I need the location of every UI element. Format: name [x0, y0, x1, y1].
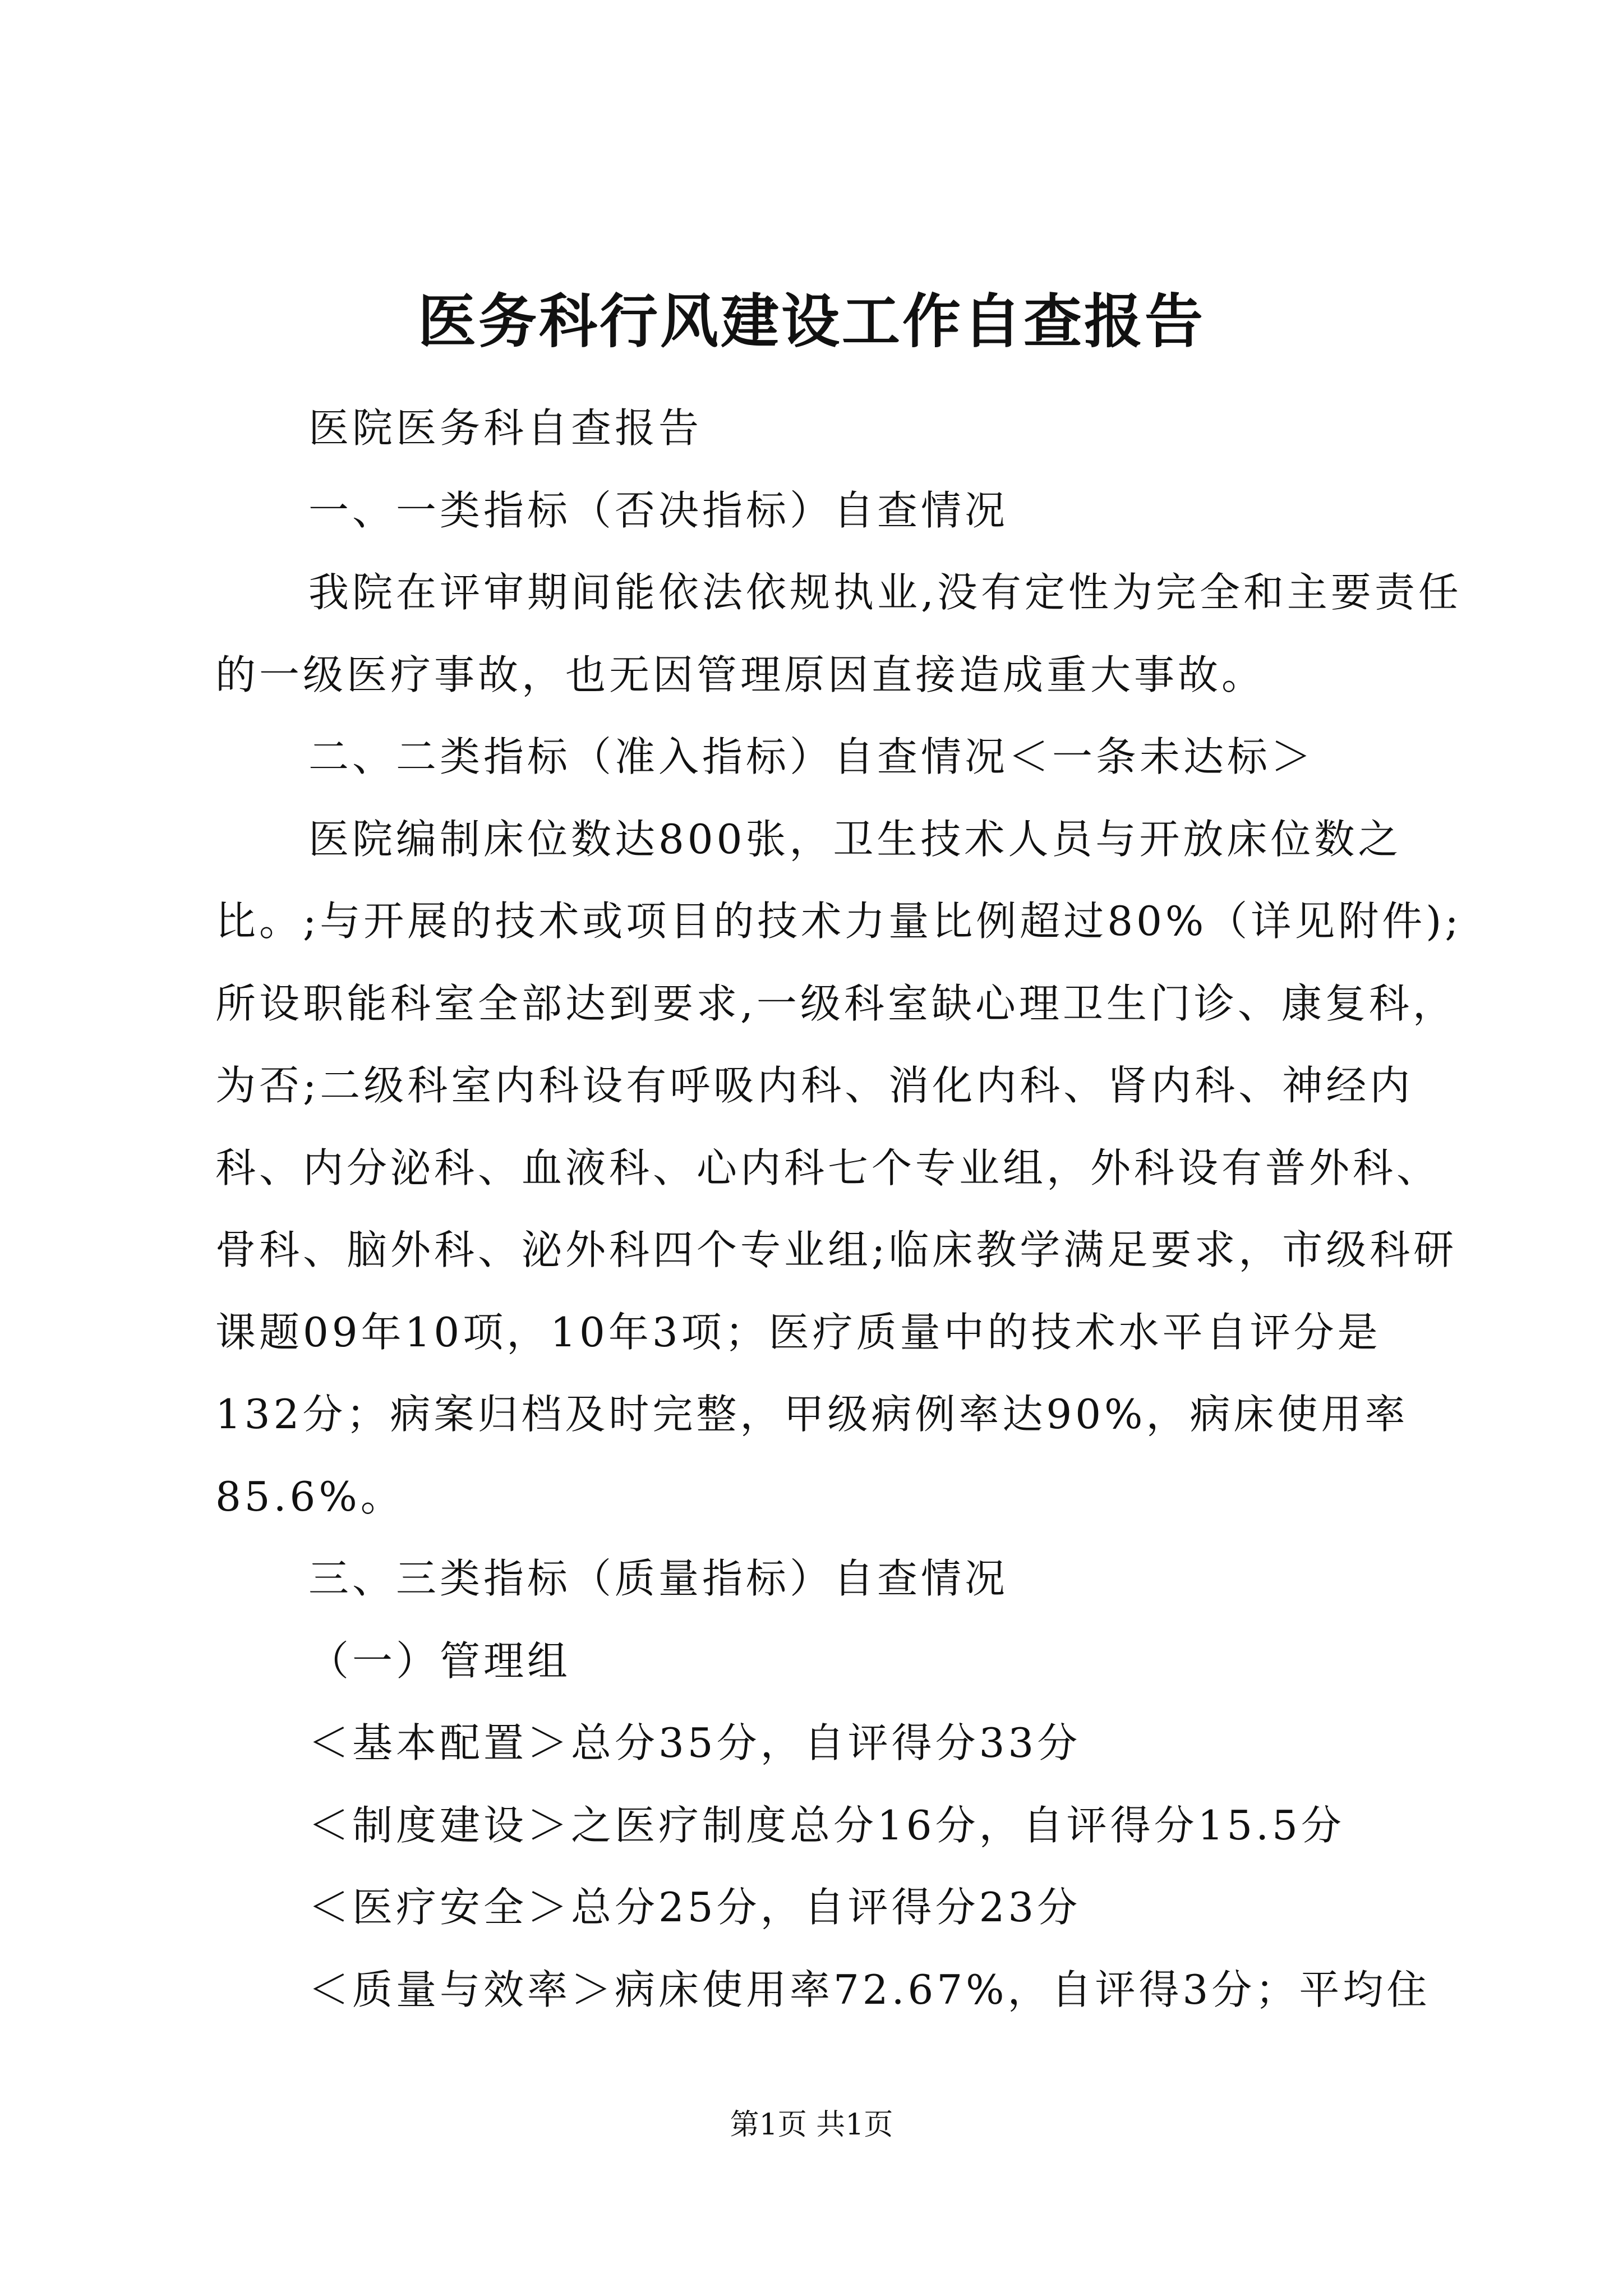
- paragraph-section-1: 我院在评审期间能依法依规执业,没有定性为完全和主要责任的一级医疗事故，也无因管理原因直接造成重大事故。: [215, 569, 1462, 698]
- score-item-basic-config: ＜基本配置＞总分35分，自评得分33分: [308, 1719, 1081, 1766]
- score-item-quality-efficiency: ＜质量与效率＞病床使用率72.67%，自评得3分；平均住: [308, 1966, 1431, 2013]
- document-body: [215, 387, 1466, 2031]
- paragraph-section-2: 医院编制床位数达800张，卫生技术人员与开放床位数之比。;与开展的技术或项目的技术力量比例超过80%（详见附件);所设职能科室全部达到要求,一级科室缺心理卫生门诊、康复科，为否;二级科室内科设有呼吸内科、消化内科、肾内科、神经内科、内分泌科、血液科、心内科七个专业组，外科设有普外科、骨科、脑外科、泌外科四个专业组;临床教学满足要求，市级科研课题09年10项，10年3项；医疗质量中的技术水平自评分是132分；病案归档及时完整，甲级病例率达90%，病床使用率85.6%。: [215, 815, 1462, 1520]
- section-heading-3: 三、三类指标（质量指标）自查情况: [308, 1555, 1009, 1602]
- section-heading-1: 一、一类指标（否决指标）自查情况: [308, 486, 1009, 534]
- score-item-system-building: ＜制度建设＞之医疗制度总分16分，自评得分15.5分: [308, 1801, 1345, 1849]
- page-footer: 第1页 共1页: [730, 2108, 893, 2142]
- paragraph-subtitle: 医院医务科自查报告: [308, 404, 703, 452]
- section-heading-2: 二、二类指标（准入指标）自查情况＜一条未达标＞: [308, 733, 1315, 780]
- document-title: 医务科行风建设工作自查报告: [417, 287, 1205, 356]
- subsection-heading-management: （一）管理组: [308, 1637, 571, 1685]
- score-item-medical-safety: ＜医疗安全＞总分25分，自评得分23分: [308, 1884, 1081, 1931]
